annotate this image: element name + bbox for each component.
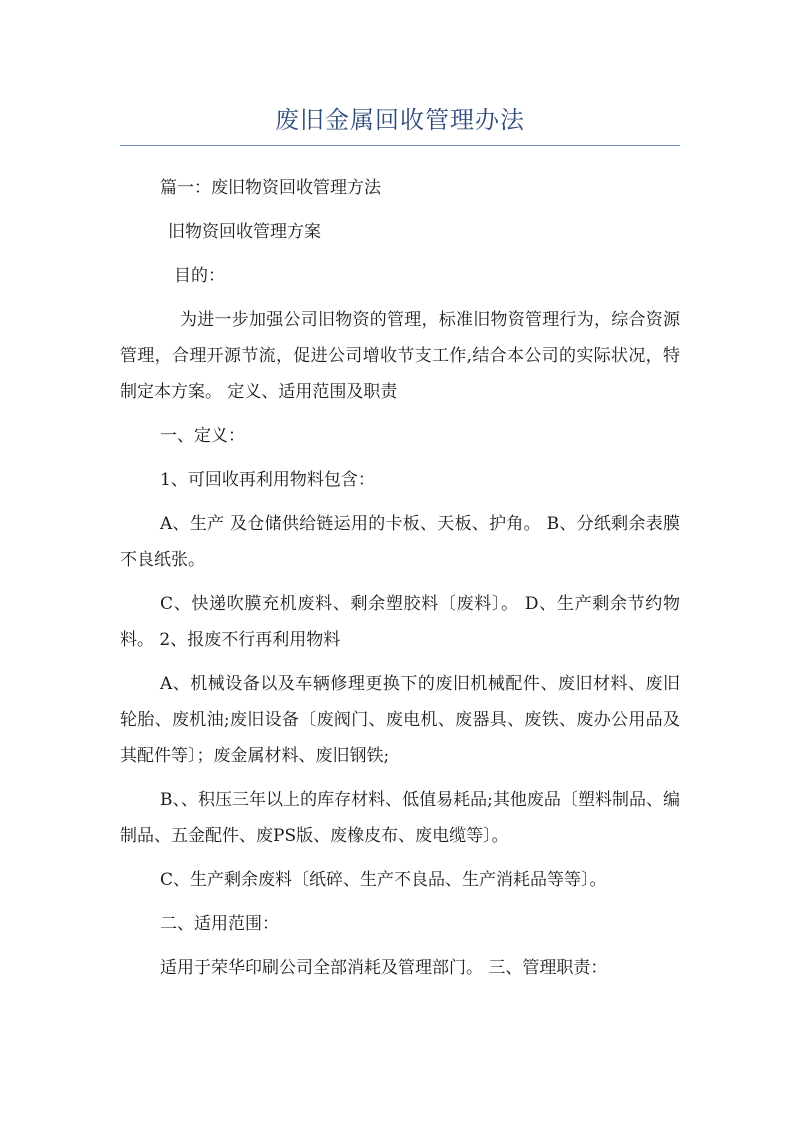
scrap-items-a: A、机械设备以及车辆修理更换下的废旧机械配件、废旧材料、废旧轮胎、废机油;废旧设备〔废阀门、废电机、废器具、废铁、废办公用品及其配件等〕；废金属材料、废旧钢铁; bbox=[120, 674, 680, 766]
document-body bbox=[120, 170, 680, 994]
plan-title: 旧物资回收管理方案 bbox=[168, 222, 321, 242]
scrap-items-c: C、生产剩余废料〔纸碎、生产不良品、生产消耗品等等〕。 bbox=[160, 870, 607, 890]
recyclable-items-ab: A、生产 及仓储供给链运用的卡板、天板、护角。 B、分纸剩余表膜不良纸张。 bbox=[120, 514, 680, 570]
purpose-paragraph: 为进一步加强公司旧物资的管理，标准旧物资管理行为，综合资源管理，合理开源节流，促进公司增收节支工作,结合本公司的实际状况，特制定本方案。 定义、适用范围及职责 bbox=[120, 310, 680, 402]
recyclable-items-heading: 1、可回收再利用物料包含： bbox=[160, 470, 375, 490]
document-title: 废旧金属回收管理办法 bbox=[275, 106, 525, 134]
definition-heading: 一、定义： bbox=[160, 426, 245, 446]
purpose-heading: 目的： bbox=[174, 266, 225, 286]
title-divider bbox=[120, 145, 680, 146]
section-heading: 篇一：废旧物资回收管理方法 bbox=[160, 178, 381, 198]
recyclable-items-cd: C、快递吹膜充机废料、剩余塑胶料〔废料〕。 D、生产剩余节约物料。 2、报废不行再利用物料 bbox=[120, 594, 680, 650]
scope-paragraph: 适用于荣华印刷公司全部消耗及管理部门。 三、管理职责： bbox=[160, 958, 608, 978]
scrap-items-b: B、、积压三年以上的库存材料、低值易耗品;其他废品〔塑料制品、编制品、五金配件、废PS版、废橡皮布、废电缆等〕。 bbox=[120, 790, 680, 846]
scope-heading: 二、适用范围： bbox=[160, 914, 279, 934]
